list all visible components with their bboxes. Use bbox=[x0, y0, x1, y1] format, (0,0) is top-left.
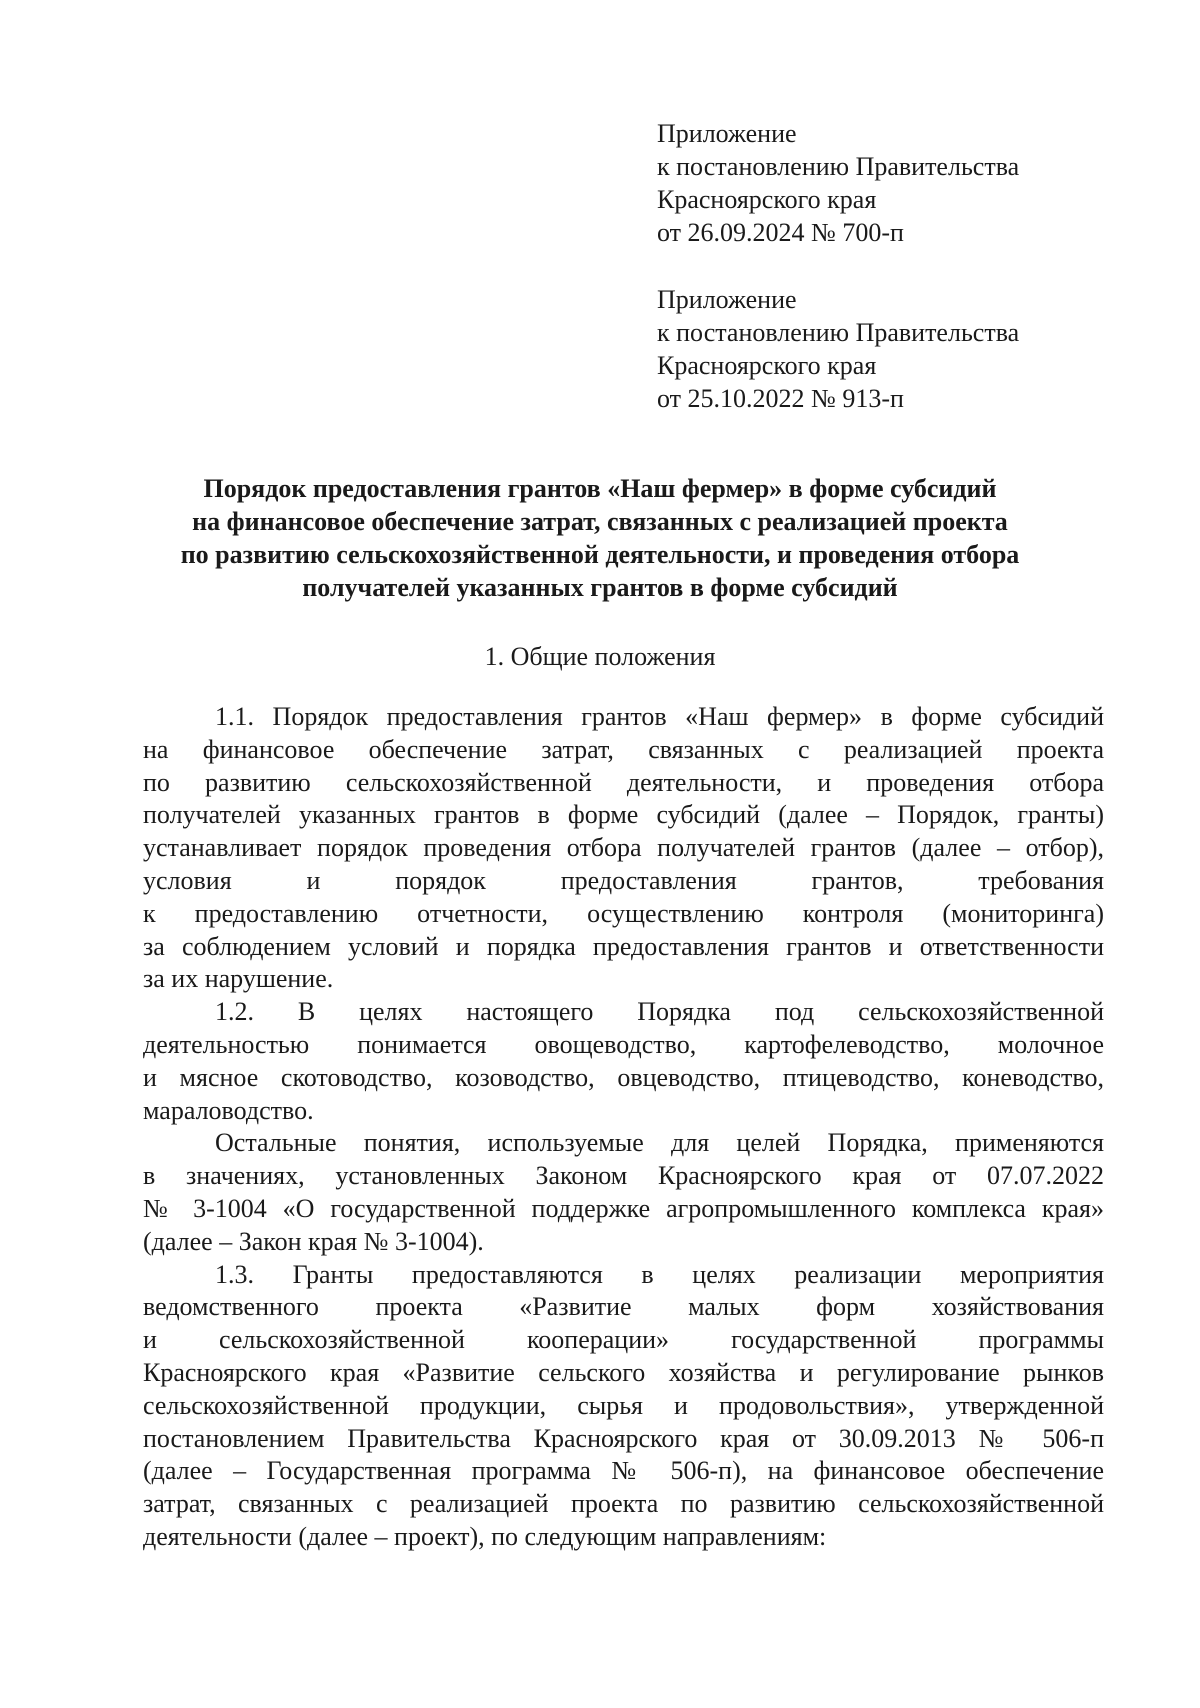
text-line: Остальные понятия, используемые для целей Порядка, применяются bbox=[215, 1128, 1104, 1158]
text-line: по развитию сельскохозяйственной деятельности, и проведения отбора bbox=[143, 767, 1104, 797]
text-line: деятельностью понимается овощеводство, картофелеводство, молочное bbox=[143, 1029, 1104, 1059]
title-line: по развитию сельскохозяйственной деятельности, и проведения отбора bbox=[180, 540, 1020, 569]
appendix-header-current bbox=[657, 117, 1157, 249]
text-line: на финансовое обеспечение затрат, связанных с реализацией проекта bbox=[143, 734, 1104, 764]
text-line: 1.3. Гранты предоставляются в целях реализации мероприятия bbox=[215, 1259, 1104, 1289]
text-line: (далее – Закон края № 3-1004). bbox=[143, 1226, 484, 1256]
appendix-header-original bbox=[657, 283, 1157, 415]
text-line: за соблюдением условий и порядка предоставления грантов и ответственности bbox=[143, 931, 1104, 961]
text-line: деятельности (далее – проект), по следующим направлениям: bbox=[143, 1521, 827, 1551]
document-title bbox=[100, 472, 1100, 604]
text-line: (далее – Государственная программа № 506-п), на финансовое обеспечение bbox=[143, 1456, 1104, 1486]
text-line: и сельскохозяйственной кооперации» государственной программы bbox=[143, 1325, 1104, 1355]
text-line: получателей указанных грантов в форме субсидий (далее – Порядок, гранты) bbox=[143, 800, 1104, 830]
appendix-region: Красноярского края bbox=[657, 185, 877, 214]
text-line: 1.1. Порядок предоставления грантов «Наш фермер» в форме субсидий bbox=[215, 702, 1104, 731]
section-heading: 1. Общие положения bbox=[484, 642, 716, 671]
document-body bbox=[143, 701, 1104, 1554]
text-line: мараловодство. bbox=[143, 1095, 314, 1125]
appendix-region: Красноярского края bbox=[657, 351, 877, 380]
text-line: 1.2. В целях настоящего Порядка под сельскохозяйственной bbox=[215, 997, 1104, 1027]
text-line: сельскохозяйственной продукции, сырья и продовольствия», утвержденной bbox=[143, 1390, 1104, 1420]
appendix-date-number: от 25.10.2022 № 913-п bbox=[657, 384, 904, 413]
text-line: в значениях, установленных Законом Красноярского края от 07.07.2022 bbox=[143, 1161, 1104, 1191]
paragraph-1-2-definitions bbox=[143, 1127, 1104, 1258]
paragraph-1-3 bbox=[143, 1259, 1104, 1554]
title-line: получателей указанных грантов в форме субсидий bbox=[302, 573, 898, 602]
text-line: и мясное скотоводство, козоводство, овцеводство, птицеводство, коневодство, bbox=[143, 1062, 1104, 1092]
appendix-label: Приложение bbox=[657, 285, 797, 314]
text-line: Красноярского края «Развитие сельского хозяйства и регулирование рынков bbox=[143, 1357, 1104, 1387]
text-line: условия и порядок предоставления грантов, требования bbox=[143, 865, 1104, 895]
title-line: на финансовое обеспечение затрат, связанных с реализацией проекта bbox=[192, 507, 1008, 536]
appendix-resolution: к постановлению Правительства bbox=[657, 152, 1020, 181]
text-line: устанавливает порядок проведения отбора получателей грантов (далее – отбор), bbox=[143, 833, 1104, 863]
text-line: затрат, связанных с реализацией проекта по развитию сельскохозяйственной bbox=[143, 1489, 1104, 1519]
paragraph-1-2 bbox=[143, 996, 1104, 1127]
appendix-label: Приложение bbox=[657, 119, 797, 148]
text-line: к предоставлению отчетности, осуществлению контроля (мониторинга) bbox=[143, 898, 1104, 928]
paragraph-1-1 bbox=[143, 701, 1104, 996]
title-line: Порядок предоставления грантов «Наш фермер» в форме субсидий bbox=[203, 474, 997, 503]
text-line: № 3-1004 «О государственной поддержке агропромышленного комплекса края» bbox=[143, 1193, 1104, 1223]
text-line: постановлением Правительства Красноярского края от 30.09.2013 № 506-п bbox=[143, 1423, 1104, 1453]
appendix-resolution: к постановлению Правительства bbox=[657, 318, 1020, 347]
text-line: за их нарушение. bbox=[143, 964, 334, 994]
appendix-date-number: от 26.09.2024 № 700-п bbox=[657, 218, 904, 247]
text-line: ведомственного проекта «Развитие малых форм хозяйствования bbox=[143, 1292, 1104, 1322]
